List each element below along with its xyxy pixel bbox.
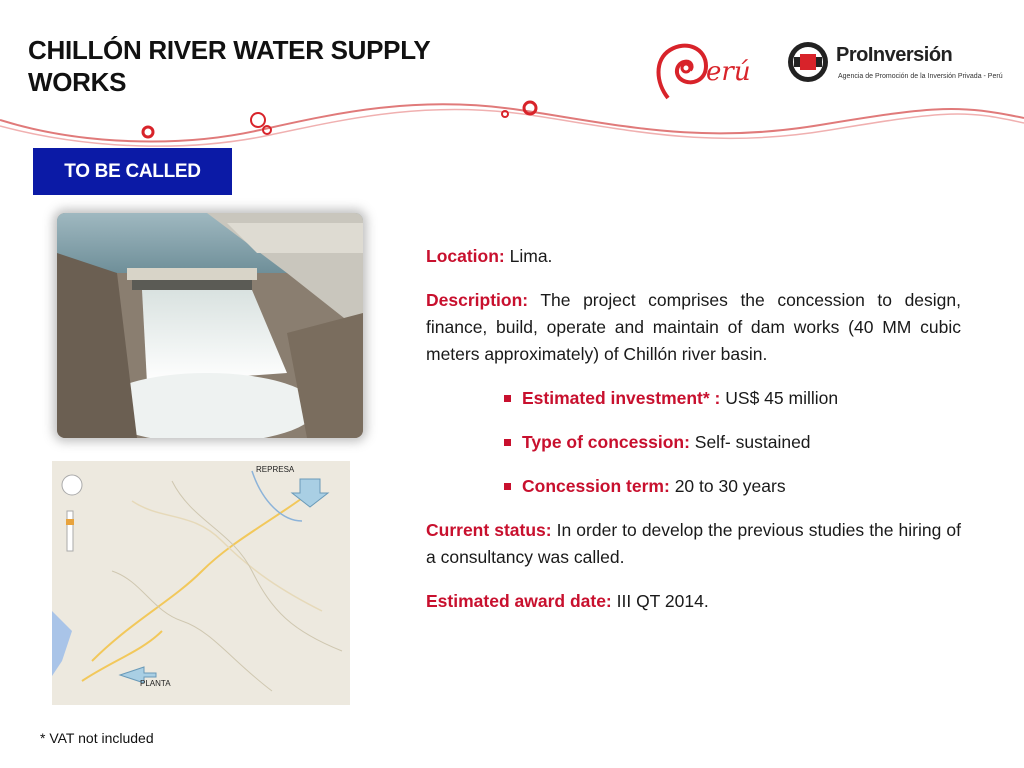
concession-term-value: 20 to 30 years: [674, 476, 786, 496]
bullet-icon: [504, 439, 511, 446]
award-value: III QT 2014.: [616, 591, 709, 611]
bullet-icon: [504, 395, 511, 402]
description-value: The project comprises the concession to design, finance, build, operate and maintain of dam works (40 MM cubic meters approximately) of Chillón river basin.: [426, 290, 962, 364]
footnote: * VAT not included: [40, 730, 154, 746]
award-label: Estimated award date:: [426, 591, 612, 611]
map-label-planta: PLANTA: [140, 679, 171, 688]
proinversion-tagline: Agencia de Promoción de la Inversión Privada - Perú: [838, 73, 1003, 80]
description-line: [426, 287, 961, 368]
concession-type-bullet: [426, 429, 961, 456]
project-details: [426, 243, 961, 632]
location-map: [52, 461, 350, 705]
bullet-icon: [504, 483, 511, 490]
investment-label: Estimated investment* :: [522, 388, 721, 408]
page-title: CHILLÓN RIVER WATER SUPPLY WORKS: [28, 35, 430, 97]
proinversion-logo: [786, 40, 1003, 90]
status-badge: TO BE CALLED: [33, 148, 232, 195]
award-line: [426, 588, 961, 615]
status-line: [426, 517, 961, 571]
dam-photo: [57, 213, 363, 438]
peru-logo: [648, 38, 768, 108]
status-value: In order to develop the previous studies the hiring of a consultancy was called.: [426, 520, 961, 567]
proinversion-name: ProInversión: [836, 44, 953, 66]
concession-term-label: Concession term:: [522, 476, 670, 496]
investment-value: US$ 45 million: [725, 388, 839, 408]
concession-type-label: Type of concession:: [522, 432, 690, 452]
map-label-represa: REPRESA: [256, 465, 295, 474]
location-value: Lima.: [509, 246, 553, 266]
location-line: [426, 243, 961, 270]
status-label: Current status:: [426, 520, 552, 540]
description-label: Description:: [426, 290, 529, 310]
concession-type-value: Self- sustained: [694, 432, 811, 452]
concession-term-bullet: [426, 473, 961, 500]
location-label: Location:: [426, 246, 505, 266]
investment-bullet: [426, 385, 961, 412]
svg-text:erú: erú: [706, 57, 751, 87]
